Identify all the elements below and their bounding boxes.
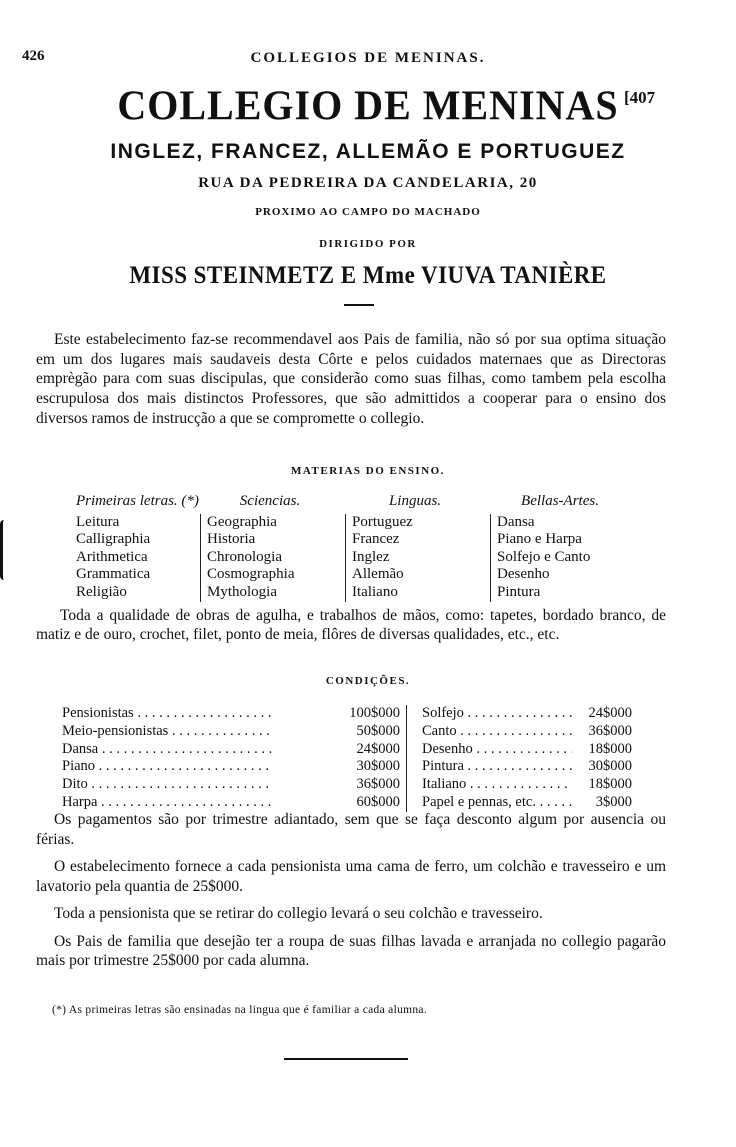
price-label: Meio-pensionistas . . . <box>62 723 272 741</box>
subject-item: Grammatica <box>76 566 151 583</box>
divider <box>344 304 374 306</box>
subject-item: Solfejo e Canto <box>497 548 591 565</box>
price-label: Harpa . . . <box>62 794 272 812</box>
subject-item: Inglez <box>352 548 390 565</box>
page-number: 426 <box>22 48 45 64</box>
end-rule <box>284 1058 408 1060</box>
subject-item: Calligraphia <box>76 531 151 548</box>
condicoes-heading: CONDIÇÕES. <box>325 675 411 687</box>
column-divider <box>406 776 407 794</box>
price-value: 30$000 <box>356 758 400 775</box>
price-value: 18$000 <box>588 740 632 757</box>
column-divider <box>406 741 407 759</box>
subject-item: Dansa <box>497 513 535 530</box>
subject-item: Pintura <box>497 583 541 600</box>
footnote: (*) As primeiras letras são ensinadas na lingua que é familiar a cada alumna. <box>52 1004 427 1016</box>
price-label: Solfejo . . . <box>422 705 572 723</box>
price-label: Papel e pennas, etc. . . . <box>422 794 572 812</box>
price-row <box>62 741 642 759</box>
subject-item: Francez <box>352 531 400 548</box>
subject-item: Geographia <box>207 513 277 530</box>
subject-item: Portuguez <box>352 513 413 530</box>
price-row <box>62 776 642 794</box>
price-value: 18$000 <box>588 776 632 793</box>
directed-by-label: DIRIGIDO POR <box>319 238 417 250</box>
subject-item: Allemão <box>352 566 404 583</box>
price-value: 60$000 <box>356 793 400 810</box>
subject-column-bellas-artes <box>490 493 630 602</box>
address: RUA DA PEDREIRA DA CANDELARIA, 20 <box>198 175 538 191</box>
subject-column-heading: Linguas. <box>388 493 442 509</box>
price-value: 36$000 <box>588 722 632 739</box>
location-note: PROXIMO AO CAMPO DO MACHADO <box>255 206 481 218</box>
languages-subtitle: INGLEZ, FRANCEZ, ALLEMÃO E PORTUGUEZ <box>110 140 626 163</box>
condition-paragraph: Toda a pensionista que se retirar do collegio levará o seu colchão e travesseiro. <box>54 905 543 922</box>
intro-paragraph: Este estabelecimento faz-se recommendavel aos Pais de familia, não só por sua optima situação em um dos lugares mais saudaveis desta Côrte e pelos cuidados maternaes que as Directoras emprègão para com suas discipulas, que considerão como suas filhas, como tambem pela escolha escrupulosa dos mais distinctos Professores, que são admittidos a cooperar para o ensino dos diversos ramos de instrucção a que se compromette o collegio. <box>36 331 666 427</box>
subject-column-linguas <box>345 493 485 602</box>
price-value: 24$000 <box>356 740 400 757</box>
price-label: Dansa . . . <box>62 741 272 759</box>
subject-item: Cosmographia <box>207 566 295 583</box>
price-label: Canto . . . <box>422 723 572 741</box>
subject-column-sciencias <box>200 493 340 602</box>
binding-mark <box>0 520 13 580</box>
running-title: COLLEGIOS DE MENINAS. <box>250 50 486 66</box>
subject-list <box>70 514 200 602</box>
subject-item: Historia <box>207 531 256 548</box>
price-value: 100$000 <box>349 705 400 721</box>
conditions-text <box>36 810 666 979</box>
subject-column-heading: Primeiras letras. (*) <box>76 493 199 509</box>
price-label: Pensionistas . . . <box>62 705 272 723</box>
subject-item: Arithmetica <box>76 548 148 565</box>
price-value: 50$000 <box>356 722 400 739</box>
price-row <box>62 723 642 741</box>
subject-column-heading: Bellas-Artes. <box>521 493 599 509</box>
subject-item: Desenho <box>497 566 550 583</box>
condition-paragraph: Os Pais de familia que desejão ter a roupa de suas filhas lavada e arranjada no collegio pagarão mais por trimestre 25$000 por cada alumna. <box>36 932 666 969</box>
price-value: 30$000 <box>588 758 632 775</box>
condition-paragraph: O estabelecimento fornece a cada pensionista uma cama de ferro, um colchão e travesseiro e um lavatorio pela quantia de 25$000. <box>36 858 666 895</box>
price-label: Pintura . . . <box>422 758 572 776</box>
price-label: Dito . . . <box>62 776 272 794</box>
price-value: 24$000 <box>588 705 632 721</box>
column-divider <box>406 723 407 741</box>
column-divider <box>406 705 407 723</box>
column-divider <box>406 758 407 776</box>
needlework-paragraph: Toda a qualidade de obras de agulha, e trabalhos de mãos, como: tapetes, bordado branco, de matiz e de ouro, crochet, filet, ponto de meia, flôres de diversas qualidades, etc., etc. <box>36 607 666 643</box>
subject-item: Leitura <box>76 513 120 530</box>
subject-list <box>345 514 485 602</box>
price-row <box>62 705 642 723</box>
subject-column-heading: Sciencias. <box>239 493 301 509</box>
subject-item: Italiano <box>352 583 398 600</box>
subject-column-primeiras <box>70 493 200 602</box>
price-label: Desenho . . . <box>422 741 572 759</box>
price-value: 3$000 <box>595 793 632 810</box>
subject-item: Religião <box>76 583 127 600</box>
subject-list <box>490 514 630 602</box>
subject-item: Mythologia <box>207 583 277 600</box>
price-value: 36$000 <box>356 776 400 793</box>
subject-item: Chronologia <box>207 548 282 565</box>
price-label: Italiano . . . <box>422 776 572 794</box>
price-label: Piano . . . <box>62 758 272 776</box>
page-title: COLLEGIO DE MENINAS <box>117 81 619 130</box>
price-table <box>62 705 642 812</box>
entry-number: [407 <box>624 88 656 107</box>
subject-list <box>200 514 340 602</box>
price-row <box>62 758 642 776</box>
subject-item: Piano e Harpa <box>497 531 582 548</box>
directors-names: MISS STEINMETZ E Mme VIUVA TANIÈRE <box>129 262 607 289</box>
condition-paragraph: Os pagamentos são por trimestre adiantado, sem que se faça desconto algum por ausencia ou férias. <box>36 811 666 848</box>
materias-heading: MATERIAS DO ENSINO. <box>291 465 445 477</box>
